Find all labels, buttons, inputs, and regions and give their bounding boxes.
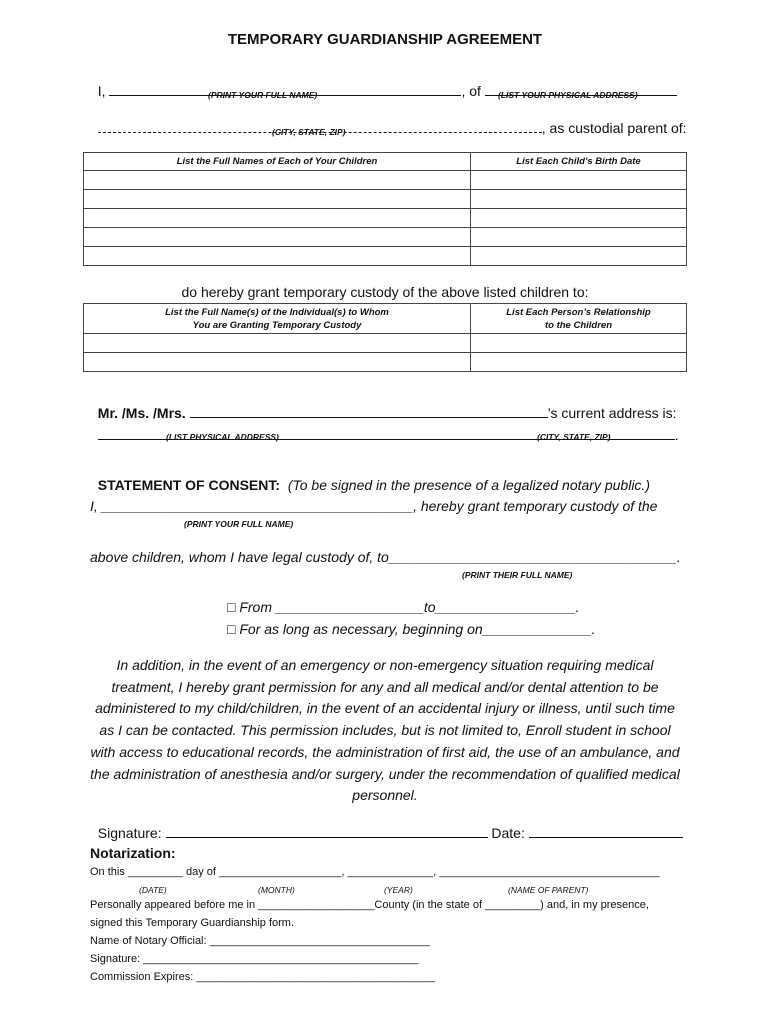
address-period: .: [674, 427, 679, 443]
child-name-cell[interactable]: [84, 228, 471, 247]
child-name-cell[interactable]: [84, 171, 471, 190]
child-name-cell[interactable]: [84, 247, 471, 266]
relationship-header: [471, 304, 687, 334]
child-birthdate-cell[interactable]: [471, 171, 687, 190]
child-name-cell[interactable]: [84, 209, 471, 228]
notary-name-line: Name of Notary Official: ____________________________________: [90, 935, 430, 947]
consent-heading: STATEMENT OF CONSENT:: [97, 477, 281, 493]
custodian-city-state-zip-caption: (CITY, STATE, ZIP): [537, 432, 611, 442]
notary-signature-line: Signature: _____________________________________________: [90, 953, 419, 965]
from-to-option[interactable]: □ From ___________________to__________________.: [227, 599, 580, 615]
date-caption: (DATE): [139, 885, 167, 895]
print-their-name-caption: (PRINT THEIR FULL NAME): [462, 570, 573, 580]
as-long-option[interactable]: □ For as long as necessary, beginning on______________.: [227, 621, 596, 637]
custodian-name-header-line2: You are Granting Temporary Custody: [192, 319, 362, 331]
grant-custody-line: do hereby grant temporary custody of the above listed children to:: [181, 284, 589, 300]
on-this-line: On this _________ day of ____________________, ______________, ____________________________________: [90, 866, 660, 878]
city-state-zip-caption: (CITY, STATE, ZIP): [272, 127, 346, 137]
child-name-cell[interactable]: [84, 190, 471, 209]
custodial-parent-label: , as custodial parent of:: [541, 120, 687, 136]
city-state-line: [90, 104, 687, 136]
notarization-heading: Notarization:: [90, 845, 176, 861]
date-label: Date:: [487, 825, 529, 841]
custodian-name-cell[interactable]: [84, 334, 471, 353]
relationship-header-line2: to the Children: [544, 319, 613, 331]
child-birthdate-cell[interactable]: [471, 190, 687, 209]
consent-i-line: I, ________________________________________, hereby grant temporary custody of the: [90, 498, 658, 514]
list-physical-address-caption: (LIST PHYSICAL ADDRESS): [166, 432, 279, 442]
custodian-name-cell[interactable]: [84, 353, 471, 372]
above-children-line: above children, whom I have legal custody of, to_____________________________________.: [90, 549, 681, 565]
children-birthdate-header: List Each Child’s Birth Date: [471, 153, 687, 171]
print-full-name-caption: (PRINT YOUR FULL NAME): [208, 90, 318, 100]
medical-permission-paragraph: In addition, in the event of an emergency or non-emergency situation requiring medical treatment, I hereby grant permission for any and all medical and/or dental attention to be administered to my child/children, in the event of an accidental injury or illness, until such time as I can be contacted. This permission includes, but is not limited to, Enroll student in school with access to educational records, the administration of first aid, the use of an ambulance, and the administration of anesthesia and/or surgery, under the recommendation of qualified medical personnel.: [90, 657, 680, 804]
children-names-header: List the Full Names of Each of Your Children: [84, 153, 471, 171]
date-field[interactable]: [529, 836, 683, 838]
children-table: [83, 152, 687, 266]
child-birthdate-cell[interactable]: [471, 209, 687, 228]
commission-expires-line: Commission Expires: _______________________________________: [90, 971, 435, 983]
statement-of-consent: [90, 461, 650, 493]
signed-line: signed this Temporary Guardianship form.: [90, 917, 295, 929]
signature-line: [90, 809, 683, 841]
child-birthdate-cell[interactable]: [471, 228, 687, 247]
parent-name-caption: (NAME OF PARENT): [508, 885, 589, 895]
signature-field[interactable]: [166, 836, 488, 838]
document-title: TEMPORARY GUARDIANSHIP AGREEMENT: [227, 31, 543, 48]
mr-ms-mrs-label: Mr. /Ms. /Mrs.: [97, 405, 190, 421]
relationship-header-line1: List Each Person’s Relationship: [506, 306, 651, 318]
custodian-table: [83, 303, 687, 372]
consent-note: (To be signed in the presence of a legalized notary public.): [287, 477, 650, 493]
custodian-name-header: [84, 304, 471, 334]
year-caption: (YEAR): [384, 885, 413, 895]
list-address-caption: (LIST YOUR PHYSICAL ADDRESS): [498, 90, 638, 100]
month-caption: (MONTH): [258, 885, 295, 895]
of-label: , of: [461, 83, 485, 99]
consent-print-name-caption: (PRINT YOUR FULL NAME): [184, 519, 294, 529]
custodian-name-header-line1: List the Full Name(s) of the Individual(s) to Whom: [165, 306, 389, 318]
child-birthdate-cell[interactable]: [471, 247, 687, 266]
signature-label: Signature:: [97, 825, 166, 841]
relationship-cell[interactable]: [471, 334, 687, 353]
i-label: I,: [97, 83, 110, 99]
appeared-line: Personally appeared before me in ___________________County (in the state of _________) and, in my presence,: [90, 899, 649, 911]
relationship-cell[interactable]: [471, 353, 687, 372]
current-address-label: ’s current address is:: [547, 405, 677, 421]
